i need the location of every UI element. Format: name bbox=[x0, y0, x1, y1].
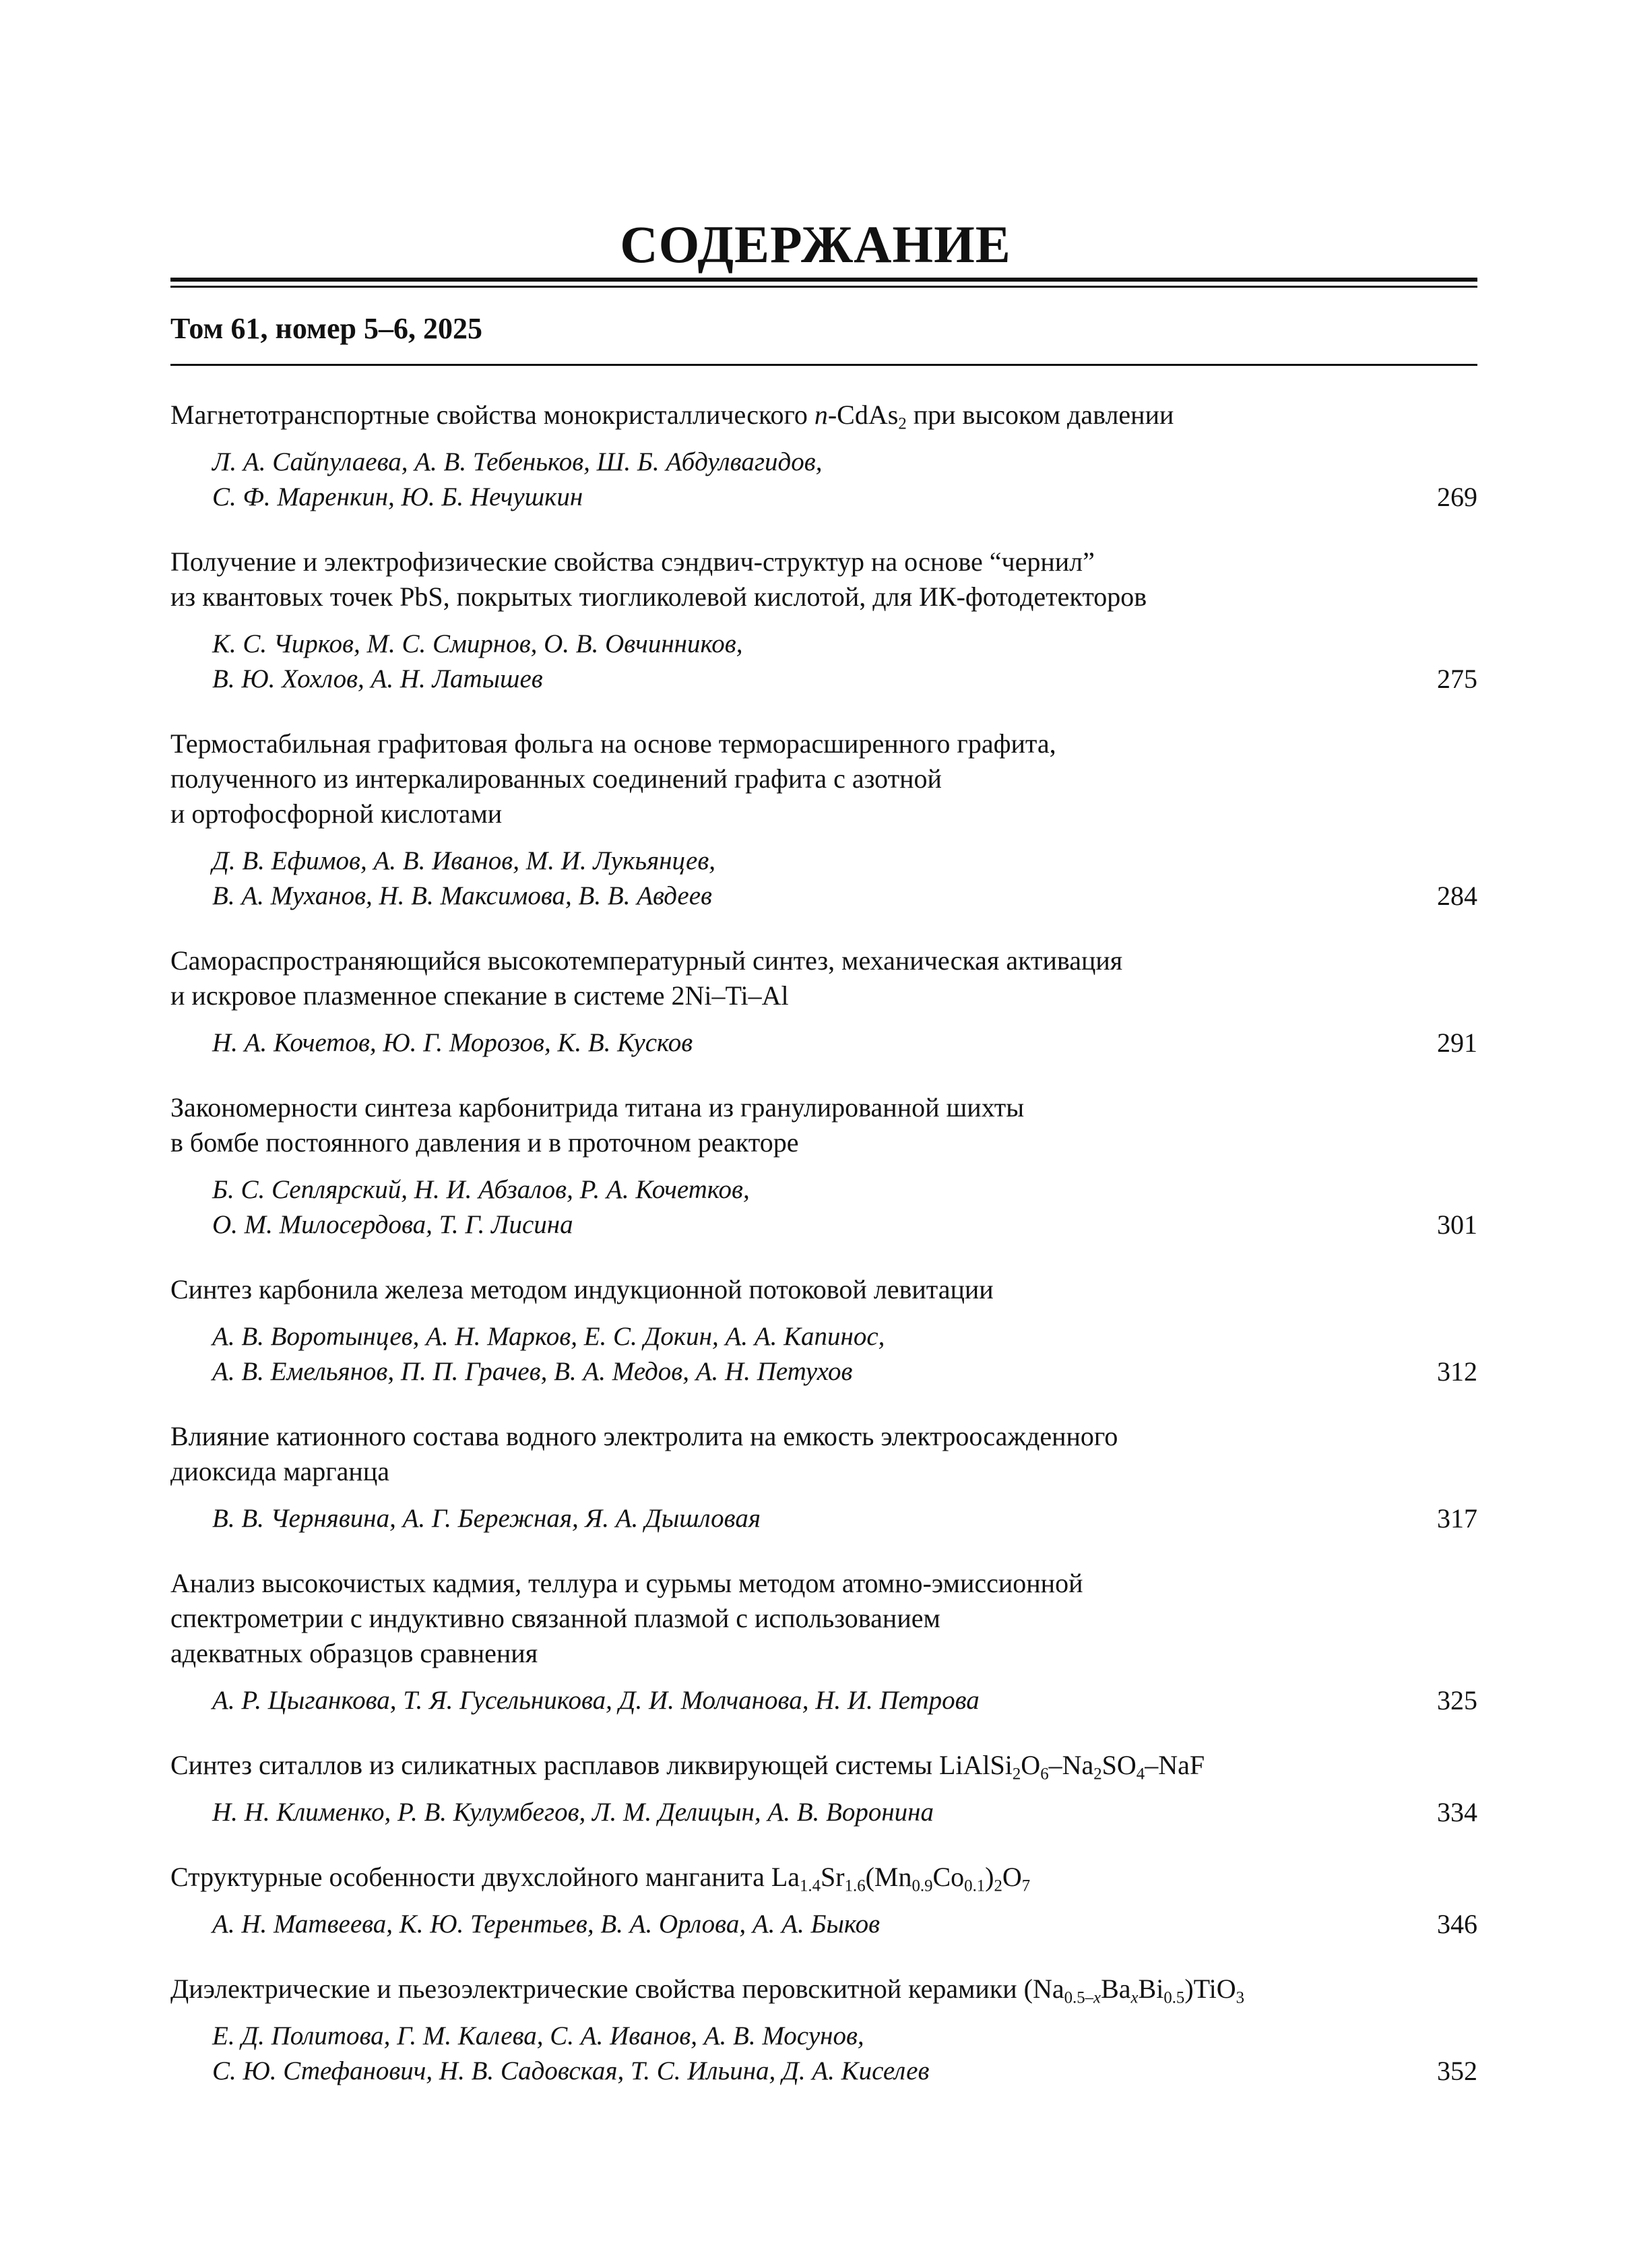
page-number: 291 bbox=[1437, 1028, 1477, 1058]
article-title-line: из квантовых точек PbS, покрытых тиогликолевой кислотой, для ИК-фотодетекторов bbox=[170, 581, 1147, 612]
author-line: Б. С. Сеплярский, Н. И. Абзалов, Р. А. Кочетков, bbox=[212, 1175, 750, 1204]
issue-heading: Том 61, номер 5–6, 2025 bbox=[170, 312, 482, 345]
toc-entry[interactable] bbox=[170, 1972, 1477, 2089]
toc-entry[interactable] bbox=[170, 1419, 1477, 1536]
article-title-line: диоксида марганца bbox=[170, 1456, 389, 1486]
page-number: 284 bbox=[1437, 881, 1477, 911]
author-line: А. В. Емельянов, П. П. Грачев, В. А. Медов, А. Н. Петухов bbox=[212, 1357, 853, 1386]
article-title bbox=[170, 1090, 1477, 1160]
author-line: С. Ю. Стефанович, Н. В. Садовская, Т. С. Ильина, Д. А. Киселев bbox=[212, 2056, 930, 2085]
article-authors bbox=[170, 1683, 1477, 1718]
author-line: Д. В. Ефимов, А. В. Иванов, М. И. Лукьянцев, bbox=[212, 846, 716, 875]
article-authors bbox=[170, 844, 1477, 914]
toc-entry[interactable] bbox=[170, 943, 1477, 1061]
article-authors bbox=[170, 1319, 1477, 1389]
title-rule-thin bbox=[170, 286, 1477, 288]
author-line: С. Ф. Маренкин, Ю. Б. Нечушкин bbox=[212, 482, 583, 511]
article-title bbox=[170, 726, 1477, 831]
article-title-line: и ортофосфорной кислотами bbox=[170, 798, 503, 829]
page-number: 275 bbox=[1437, 664, 1477, 694]
article-authors bbox=[170, 2019, 1477, 2089]
page-number: 301 bbox=[1437, 1209, 1477, 1240]
page-number: 317 bbox=[1437, 1503, 1477, 1534]
article-title-line: Синтез карбонила железа методом индукционной потоковой левитации bbox=[170, 1274, 994, 1304]
table-of-contents bbox=[170, 398, 1477, 2118]
issue-rule bbox=[170, 364, 1477, 366]
article-authors bbox=[170, 1907, 1477, 1942]
author-line: А. В. Воротынцев, А. Н. Марков, Е. С. Докин, А. А. Капинос, bbox=[212, 1322, 885, 1351]
article-title-line: Анализ высокочистых кадмия, теллура и сурьмы методом атомно-эмиссионной bbox=[170, 1568, 1083, 1598]
author-line: Н. А. Кочетов, Ю. Г. Морозов, К. В. Кусков bbox=[212, 1028, 693, 1057]
article-title-line: в бомбе постоянного давления и в проточном реакторе bbox=[170, 1127, 799, 1158]
toc-entry[interactable] bbox=[170, 544, 1477, 697]
article-authors bbox=[170, 627, 1477, 697]
article-authors bbox=[170, 1026, 1477, 1061]
author-line: Л. А. Сайпулаева, А. В. Тебеньков, Ш. Б. Абдулвагидов, bbox=[212, 447, 823, 476]
author-line: В. Ю. Хохлов, А. Н. Латышев bbox=[212, 664, 543, 693]
article-title-line: Магнетотранспортные свойства монокристаллического n-CdAs$_2$ при высоком давлении bbox=[170, 400, 1174, 433]
article-authors bbox=[170, 1501, 1477, 1536]
article-title bbox=[170, 1419, 1477, 1489]
article-title-line: Структурные особенности двухслойного манганита $La_{1.4}Sr_{1.6}(Mn_{0.9}Co_{0.1})_2O_7$ bbox=[170, 1862, 1031, 1895]
article-title-line: Синтез ситаллов из силикатных расплавов ликвирующей системы $LiAlSi_2O_6-Na_2SO_4$–NaF bbox=[170, 1750, 1205, 1784]
author-line: Н. Н. Клименко, Р. В. Кулумбегов, Л. М. Делицын, А. В. Воронина bbox=[212, 1798, 934, 1827]
article-title bbox=[170, 398, 1477, 433]
title-rule-thick bbox=[170, 278, 1477, 282]
article-authors bbox=[170, 1172, 1477, 1242]
page-title: СОДЕРЖАНИЕ bbox=[620, 215, 1011, 274]
article-title-line: Закономерности синтеза карбонитрида титана из гранулированной шихты bbox=[170, 1092, 1025, 1123]
article-title bbox=[170, 1972, 1477, 2007]
author-line: А. Р. Цыганкова, Т. Я. Гусельникова, Д. И. Молчанова, Н. И. Петрова bbox=[212, 1686, 980, 1715]
article-title-line: Влияние катионного состава водного электролита на емкость электроосажденного bbox=[170, 1421, 1118, 1451]
article-title-line: спектрометрии с индуктивно связанной плазмой с использованием bbox=[170, 1603, 940, 1633]
article-authors bbox=[170, 1795, 1477, 1830]
page-number: 269 bbox=[1437, 482, 1477, 512]
article-title-line: полученного из интеркалированных соединений графита с азотной bbox=[170, 763, 942, 794]
article-authors bbox=[170, 445, 1477, 515]
article-title-line: Самораспространяющийся высокотемпературный синтез, механическая активация bbox=[170, 945, 1123, 976]
article-title bbox=[170, 1860, 1477, 1895]
article-title-line: Получение и электрофизические свойства сэндвич-структур на основе “чернил” bbox=[170, 546, 1095, 577]
page-number: 325 bbox=[1437, 1685, 1477, 1715]
toc-entry[interactable] bbox=[170, 1566, 1477, 1718]
page-number: 352 bbox=[1437, 2056, 1477, 2086]
toc-entry[interactable] bbox=[170, 726, 1477, 914]
article-title-line: Диэлектрические и пьезоэлектрические свойства перовскитной керамики $(Na_{0.5-x}Ba_xBi_{0.5})TiO_3$ bbox=[170, 1974, 1245, 2007]
article-title-line: и искровое плазменное спекание в системе 2Ni–Ti–Al bbox=[170, 980, 789, 1011]
author-line: В. В. Чернявина, А. Г. Бережная, Я. А. Дышловая bbox=[212, 1504, 761, 1533]
article-title bbox=[170, 1748, 1477, 1783]
toc-entry[interactable] bbox=[170, 1090, 1477, 1242]
toc-entry[interactable] bbox=[170, 1272, 1477, 1389]
toc-entry[interactable] bbox=[170, 398, 1477, 515]
page-number: 346 bbox=[1437, 1909, 1477, 1939]
article-title-line: адекватных образцов сравнения bbox=[170, 1638, 538, 1668]
article-title-line: Термостабильная графитовая фольга на основе терморасширенного графита, bbox=[170, 728, 1056, 759]
article-title bbox=[170, 544, 1477, 615]
author-line: К. С. Чирков, М. С. Смирнов, О. В. Овчинников, bbox=[212, 629, 743, 658]
article-title bbox=[170, 1272, 1477, 1307]
page-number: 334 bbox=[1437, 1797, 1477, 1827]
toc-entry[interactable] bbox=[170, 1860, 1477, 1942]
author-line: А. Н. Матвеева, К. Ю. Терентьев, В. А. Орлова, А. А. Быков bbox=[212, 1910, 881, 1939]
author-line: В. А. Муханов, Н. В. Максимова, В. В. Авдеев bbox=[212, 881, 712, 910]
author-line: Е. Д. Политова, Г. М. Калева, С. А. Иванов, А. В. Мосунов, bbox=[212, 2021, 864, 2050]
author-line: О. М. Милосердова, Т. Г. Лисина bbox=[212, 1210, 573, 1239]
article-title bbox=[170, 943, 1477, 1013]
toc-entry[interactable] bbox=[170, 1748, 1477, 1830]
article-title bbox=[170, 1566, 1477, 1671]
page-number: 312 bbox=[1437, 1356, 1477, 1387]
